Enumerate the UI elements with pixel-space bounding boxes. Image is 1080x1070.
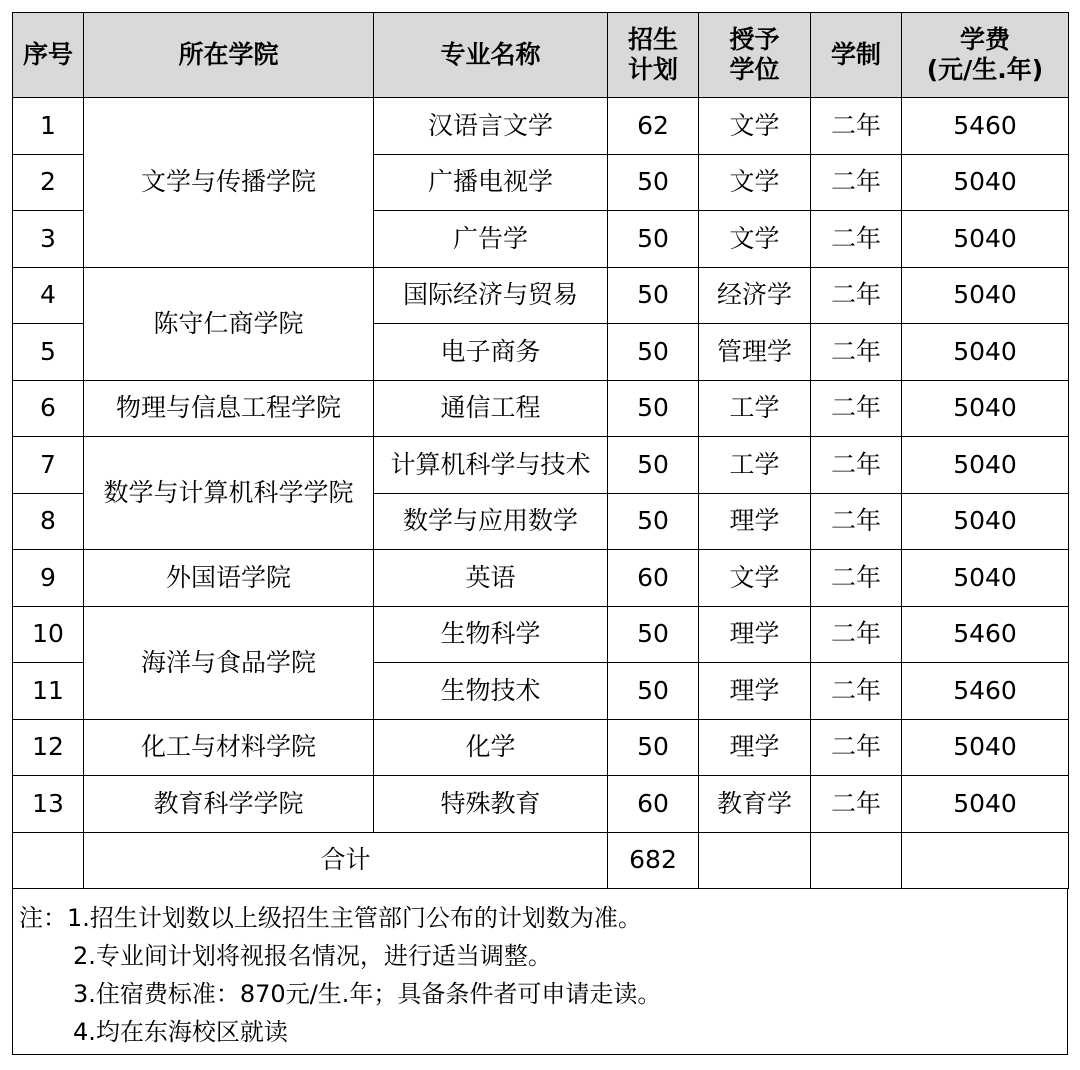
cell-duration: 二年 — [811, 550, 902, 607]
cell-college: 陈守仁商学院 — [84, 267, 374, 380]
table-row — [13, 719, 1069, 776]
cell-degree: 管理学 — [699, 324, 811, 381]
cell-duration: 二年 — [811, 493, 902, 550]
cell-college: 外国语学院 — [84, 550, 374, 607]
header-fee — [902, 13, 1069, 98]
header-college: 所在学院 — [84, 13, 374, 98]
header-plan-line1: 招生 — [627, 25, 678, 54]
cell-college: 教育科学学院 — [84, 776, 374, 833]
table-row — [13, 606, 1069, 663]
cell-degree: 理学 — [699, 663, 811, 720]
header-plan — [608, 13, 699, 98]
cell-major: 英语 — [374, 550, 608, 607]
cell-major: 化学 — [374, 719, 608, 776]
cell-duration: 二年 — [811, 663, 902, 720]
cell-major: 通信工程 — [374, 380, 608, 437]
cell-seq: 13 — [13, 776, 84, 833]
total-fee-cell — [902, 832, 1069, 889]
cell-fee: 5040 — [902, 267, 1069, 324]
cell-duration: 二年 — [811, 267, 902, 324]
cell-duration: 二年 — [811, 776, 902, 833]
cell-seq: 2 — [13, 154, 84, 211]
cell-fee: 5040 — [902, 380, 1069, 437]
cell-major: 计算机科学与技术 — [374, 437, 608, 494]
notes-section — [12, 889, 1068, 1055]
cell-degree: 文学 — [699, 98, 811, 155]
cell-degree: 文学 — [699, 154, 811, 211]
header-degree-line1: 授予 — [729, 25, 780, 54]
cell-plan: 50 — [608, 437, 699, 494]
cell-college: 文学与传播学院 — [84, 98, 374, 268]
note-line-4: 4.均在东海校区就读 — [73, 1018, 288, 1046]
cell-seq: 4 — [13, 267, 84, 324]
table-header-row — [13, 13, 1069, 98]
cell-seq: 8 — [13, 493, 84, 550]
cell-major: 广播电视学 — [374, 154, 608, 211]
cell-plan: 50 — [608, 267, 699, 324]
cell-plan: 62 — [608, 98, 699, 155]
table-row — [13, 776, 1069, 833]
cell-plan: 50 — [608, 719, 699, 776]
cell-degree: 理学 — [699, 606, 811, 663]
cell-major: 电子商务 — [374, 324, 608, 381]
total-duration-cell — [811, 832, 902, 889]
header-degree — [699, 13, 811, 98]
cell-duration: 二年 — [811, 98, 902, 155]
cell-plan: 50 — [608, 324, 699, 381]
enrollment-table-container — [12, 12, 1068, 1055]
cell-fee: 5460 — [902, 663, 1069, 720]
table-row — [13, 267, 1069, 324]
cell-college: 物理与信息工程学院 — [84, 380, 374, 437]
cell-degree: 经济学 — [699, 267, 811, 324]
table-row — [13, 380, 1069, 437]
cell-college: 化工与材料学院 — [84, 719, 374, 776]
header-seq: 序号 — [13, 13, 84, 98]
cell-major: 生物技术 — [374, 663, 608, 720]
cell-seq: 3 — [13, 211, 84, 268]
cell-seq: 7 — [13, 437, 84, 494]
cell-fee: 5040 — [902, 776, 1069, 833]
total-row — [13, 832, 1069, 889]
header-duration: 学制 — [811, 13, 902, 98]
cell-duration: 二年 — [811, 606, 902, 663]
cell-duration: 二年 — [811, 154, 902, 211]
cell-duration: 二年 — [811, 211, 902, 268]
cell-plan: 50 — [608, 380, 699, 437]
cell-duration: 二年 — [811, 324, 902, 381]
cell-fee: 5040 — [902, 437, 1069, 494]
cell-degree: 工学 — [699, 437, 811, 494]
header-plan-line2: 计划 — [627, 55, 678, 84]
cell-degree: 理学 — [699, 719, 811, 776]
cell-degree: 文学 — [699, 550, 811, 607]
cell-plan: 60 — [608, 550, 699, 607]
table-row — [13, 437, 1069, 494]
cell-fee: 5040 — [902, 154, 1069, 211]
cell-duration: 二年 — [811, 437, 902, 494]
cell-duration: 二年 — [811, 380, 902, 437]
cell-college: 数学与计算机科学学院 — [84, 437, 374, 550]
cell-major: 广告学 — [374, 211, 608, 268]
cell-seq: 5 — [13, 324, 84, 381]
cell-plan: 60 — [608, 776, 699, 833]
cell-fee: 5460 — [902, 98, 1069, 155]
header-major: 专业名称 — [374, 13, 608, 98]
cell-major: 特殊教育 — [374, 776, 608, 833]
cell-plan: 50 — [608, 154, 699, 211]
cell-degree: 工学 — [699, 380, 811, 437]
cell-fee: 5460 — [902, 606, 1069, 663]
note-line-3: 3.住宿费标准：870元/生.年；具备条件者可申请走读。 — [73, 980, 662, 1008]
note-line-1: 注：1.招生计划数以上级招生主管部门公布的计划数为准。 — [19, 904, 642, 932]
cell-seq: 10 — [13, 606, 84, 663]
header-degree-line2: 学位 — [729, 55, 780, 84]
cell-fee: 5040 — [902, 493, 1069, 550]
total-plan: 682 — [608, 832, 699, 889]
cell-plan: 50 — [608, 211, 699, 268]
cell-fee: 5040 — [902, 719, 1069, 776]
cell-major: 汉语言文学 — [374, 98, 608, 155]
cell-fee: 5040 — [902, 324, 1069, 381]
enrollment-table — [12, 12, 1069, 889]
cell-plan: 50 — [608, 606, 699, 663]
total-seq-cell — [13, 832, 84, 889]
cell-degree: 理学 — [699, 493, 811, 550]
table-row — [13, 550, 1069, 607]
total-degree-cell — [699, 832, 811, 889]
cell-duration: 二年 — [811, 719, 902, 776]
table-row — [13, 98, 1069, 155]
cell-degree: 文学 — [699, 211, 811, 268]
cell-fee: 5040 — [902, 211, 1069, 268]
total-label: 合计 — [84, 832, 608, 889]
header-fee-line1: 学费 — [959, 25, 1010, 54]
cell-plan: 50 — [608, 493, 699, 550]
cell-major: 生物科学 — [374, 606, 608, 663]
cell-college: 海洋与食品学院 — [84, 606, 374, 719]
cell-fee: 5040 — [902, 550, 1069, 607]
cell-seq: 9 — [13, 550, 84, 607]
cell-seq: 11 — [13, 663, 84, 720]
cell-major: 国际经济与贸易 — [374, 267, 608, 324]
cell-seq: 12 — [13, 719, 84, 776]
cell-major: 数学与应用数学 — [374, 493, 608, 550]
cell-seq: 6 — [13, 380, 84, 437]
cell-degree: 教育学 — [699, 776, 811, 833]
cell-plan: 50 — [608, 663, 699, 720]
header-fee-line2: (元/生.年) — [926, 55, 1044, 84]
cell-seq: 1 — [13, 98, 84, 155]
note-line-2: 2.专业间计划将视报名情况，进行适当调整。 — [73, 942, 552, 970]
